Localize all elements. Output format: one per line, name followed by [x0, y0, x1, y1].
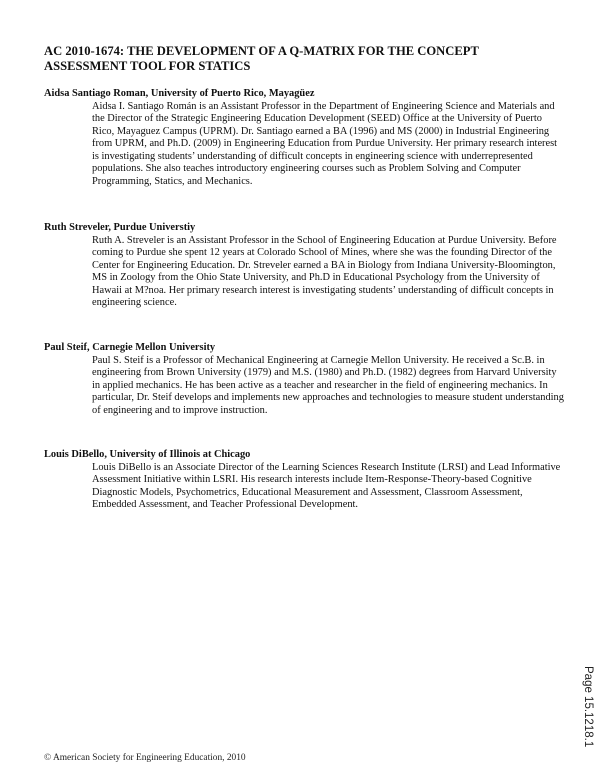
author-bio: [44, 342, 564, 417]
author-biography: Paul S. Steif is a Professor of Mechanical Engineering at Carnegie Mellon University. He received a Sc.B. in engineering from Brown University (1979) and M.S. (1980) and Ph.D. (1982) degrees from Harvard University in applied mechanics. He has been active as a teacher and researcher in the field of engineering mechanics. In particular, Dr. Steif develops and implements new approaches and technologies to measure student understanding of engineering and to improve instruction.: [92, 354, 564, 416]
author-name: Paul Steif, Carnegie Mellon University: [44, 342, 216, 353]
author-bio: [44, 222, 564, 310]
author-biography: Ruth A. Streveler is an Assistant Professor in the School of Engineering Education at Purdue University. Before coming to Purdue she spent 12 years at Colorado School of Mines, where she was the founding Director of the Center for Engineering Education. Dr. Streveler earned a BA in Biology from Indiana University-Bloomington, MS in Zoology from the Ohio State University, and Ph.D in Educational Psychology from the University of Hawaii at M?noa. Her primary research interest is investigating students’ understanding of difficult concepts in engineering science.: [92, 234, 557, 308]
author-bio: [44, 88, 564, 188]
author-name: Aidsa Santiago Roman, University of Puerto Rico, Mayagüez: [44, 88, 315, 99]
author-name: Louis DiBello, University of Illinois at Chicago: [44, 449, 251, 460]
author-biography: Aidsa I. Santiago Román is an Assistant Professor in the Department of Engineering Science and Materials and the Director of the Strategic Engineering Education Development (SEED) Office at the University of Puerto Rico, Mayaguez Campus (UPRM). Dr. Santiago earned a BA (1996) and MS (2000) in Industrial Engineering from UPRM, and Ph.D. (2009) in Engineering Education from Purdue University. Her primary research interest is investigating students’ understanding of difficult concepts in engineering science with underrepresented populations. She also teaches introductory engineering courses such as Problem Solving and Computer Programming, Statics, and Mechanics.: [92, 100, 558, 187]
copyright-notice: © American Society for Engineering Education, 2010: [44, 753, 246, 763]
page-number: Page 15.1218.1: [582, 666, 594, 748]
paper-title: AC 2010-1674: THE DEVELOPMENT OF A Q-MATRIX FOR THE CONCEPT ASSESSMENT TOOL FOR STATICS: [44, 44, 479, 73]
author-name: Ruth Streveler, Purdue Universtiy: [44, 222, 196, 233]
author-bio: [44, 449, 564, 512]
author-biography: Louis DiBello is an Associate Director of the Learning Sciences Research Institute (LRSI) and Lead Informative Assessment Initiative within LSRI. His research interests include Item-Response-Theory-based Cognitive Diagnostic Models, Psychometrics, Educational Measurement and Assessment, Classroom Assessment, Embedded Assessment, and Teacher Professional Development.: [92, 461, 561, 510]
